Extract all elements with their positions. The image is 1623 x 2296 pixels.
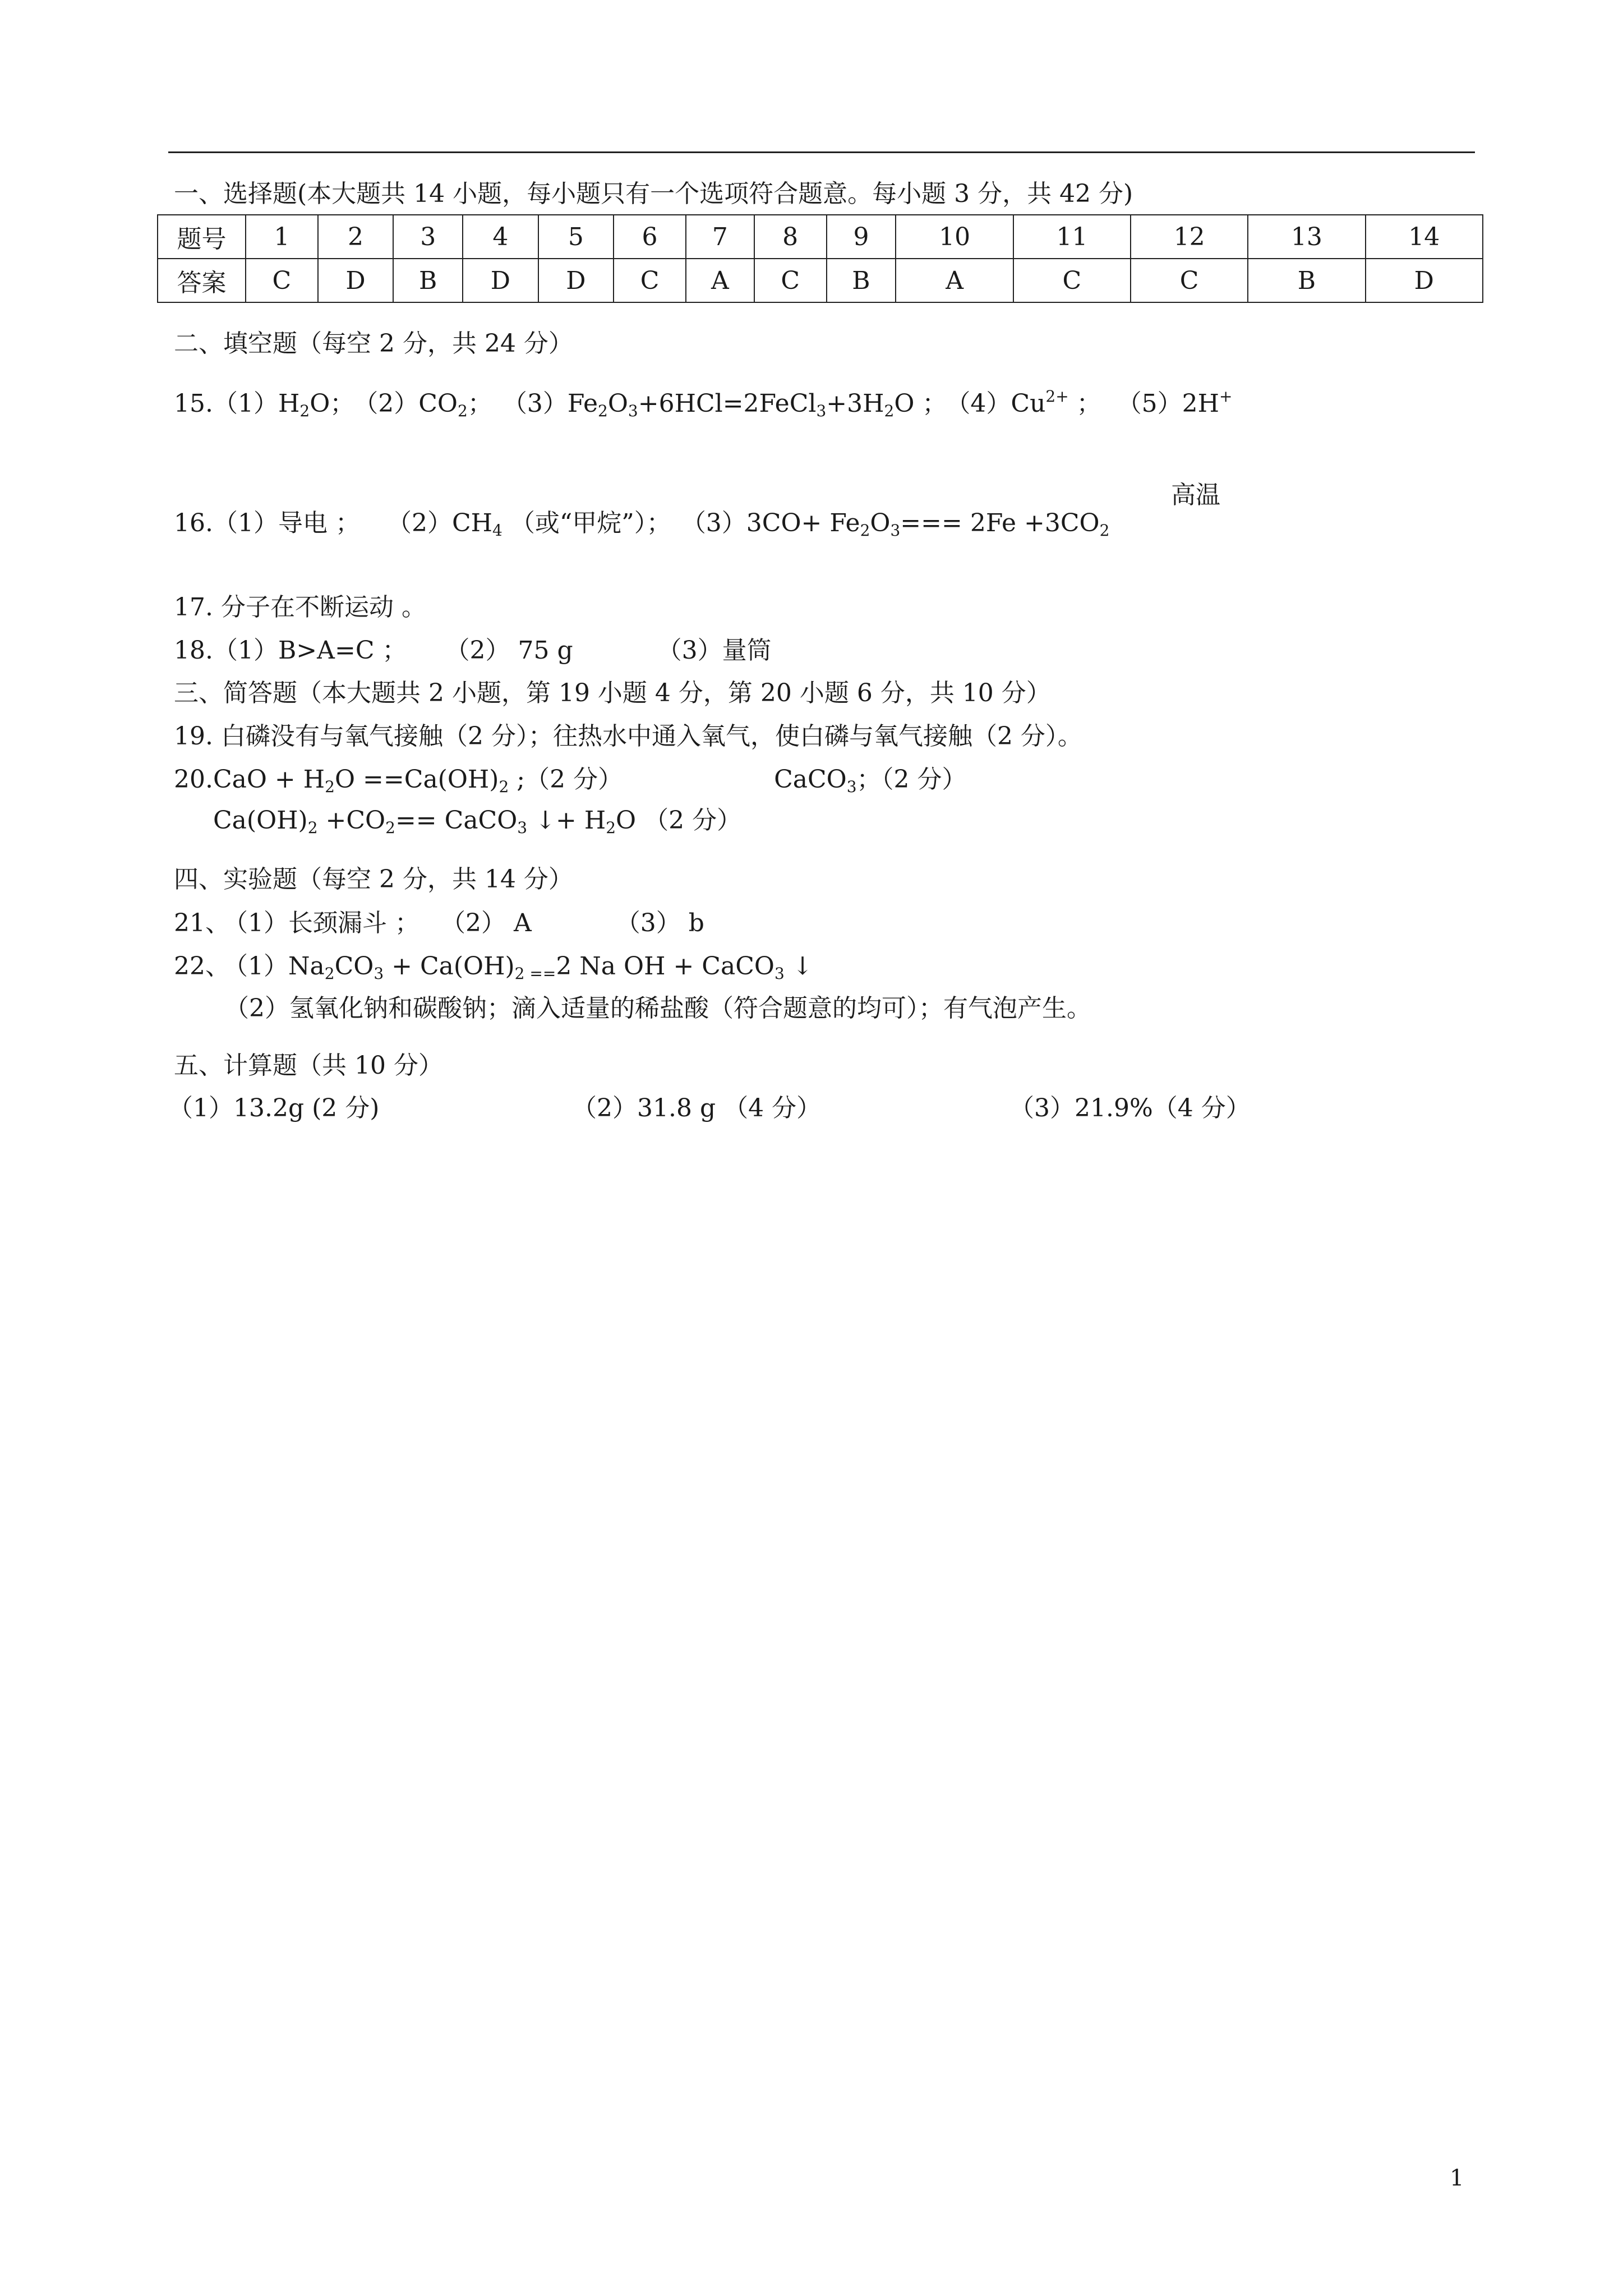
answer-cell: C <box>246 259 318 302</box>
question-number: 9 <box>827 215 896 259</box>
question-16 <box>174 508 1109 539</box>
question-20-line1 <box>174 764 967 795</box>
q16-part2: $(2)CH_4$ （或“甲烷”）； <box>399 509 671 540</box>
q15-part2: $(2)CO_2$； <box>366 389 492 420</box>
section4-title: 四、实验题（每空 2 分，共 14 分） <box>174 865 573 894</box>
question-number: 5 <box>538 215 614 259</box>
question-22-line2: （2）氢氧化钠和碳酸钠；滴入适量的稀盐酸（符合题意的均可）；有气泡产生。 <box>224 994 1091 1023</box>
question-19: 19. 白磷没有与氧气接触（2 分）；往热水中通入氧气，使白磷与氧气接触（2 分）。 <box>174 722 1082 751</box>
question-number: 6 <box>614 215 686 259</box>
answer-cell: B <box>827 259 896 302</box>
q16-number: 16. <box>174 509 213 537</box>
section3-title: 三、简答题（本大题共 2 小题，第 19 小题 4 分，第 20 小题 6 分，共 10 分） <box>174 679 1051 707</box>
table-row <box>158 215 1483 259</box>
answer-cell: D <box>318 259 394 302</box>
answer-cell: A <box>896 259 1013 302</box>
question-18 <box>174 635 772 666</box>
table-row-label: 答案 <box>158 259 246 302</box>
question-number: 1 <box>246 215 318 259</box>
question-number: 12 <box>1131 215 1248 259</box>
answer-table <box>157 214 1483 303</box>
answer-cell: D <box>1366 259 1483 302</box>
answer-cell: B <box>393 259 463 302</box>
q18-part2: （2） 75 g <box>457 636 573 665</box>
question-number: 11 <box>1013 215 1131 259</box>
q22-part1: $(1)Na_2CO_3 + Ca(OH)_2$ $_{==}$2 Na OH + CaCO$_3$ ↓ <box>236 952 813 983</box>
q18-part3: （3）量筒 <box>657 636 772 665</box>
page-number: 1 <box>1450 2165 1464 2191</box>
question-22-line1 <box>174 951 813 982</box>
question-20-line2: $Ca(OH)_2 +CO_2==$ CaCO$_3$ ↓+ $H_2O$ （2 分） <box>213 806 742 837</box>
question-number: 7 <box>686 215 754 259</box>
answer-cell: A <box>686 259 754 302</box>
answer-cell: B <box>1248 259 1365 302</box>
top-rule <box>168 151 1475 153</box>
q20-answer2: CaCO$_3$；（2 分） <box>774 765 967 796</box>
q15-part3: $(3)Fe_2O_3+6HCl=2FeCl_3+3H_2O$ ； <box>514 389 947 420</box>
question-17: 17. 分子在不断运动 。 <box>174 593 426 622</box>
q22-number: 22、 <box>174 952 230 981</box>
question-15 <box>174 388 1233 420</box>
calc-answer-1: （1）13.2g (2 分) <box>168 1094 380 1122</box>
answer-cell: C <box>614 259 686 302</box>
section1-title: 一、选择题(本大题共 14 小题，每小题只有一个选项符合题意。每小题 3 分，共 42 分) <box>174 180 1133 208</box>
question-number: 13 <box>1248 215 1365 259</box>
q15-part1: $(1)H_2O$； <box>213 389 355 420</box>
answer-cell: C <box>1131 259 1248 302</box>
table-row <box>158 259 1483 302</box>
question-21 <box>174 908 704 939</box>
q21-number: 21、 <box>174 909 230 937</box>
q15-part4: $(4)Cu^{2+}$ ； <box>958 387 1101 418</box>
q18-number: 18. <box>174 636 213 665</box>
table-row-label: 题号 <box>158 215 246 259</box>
answer-cell: D <box>538 259 614 302</box>
reaction-condition-label: 高温 <box>1171 481 1220 509</box>
q18-part1: （1）B>A=C ； <box>213 636 407 665</box>
section5-title: 五、计算题（共 10 分） <box>174 1051 443 1080</box>
q16-part3: $(3)3CO+ Fe_2O_3=== 2Fe +3CO_2$ <box>693 509 1110 540</box>
question-number: 2 <box>318 215 394 259</box>
question-number: 10 <box>896 215 1013 259</box>
answer-cell: D <box>463 259 538 302</box>
calc-answer-3: （3）21.9%（4 分） <box>1009 1094 1251 1122</box>
question-number: 8 <box>754 215 827 259</box>
q15-number: 15. <box>174 389 213 418</box>
answer-cell: C <box>1013 259 1131 302</box>
q21-part2: （2） A <box>453 909 532 937</box>
section2-title: 二、填空题（每空 2 分，共 24 分） <box>174 329 573 358</box>
question-number: 3 <box>393 215 463 259</box>
q21-part1: （1）长颈漏斗 ； <box>236 909 419 937</box>
calc-answer-2: （2）31.8 g （4 分） <box>572 1094 822 1122</box>
q21-part3: （3） b <box>615 909 704 937</box>
question-number: 14 <box>1366 215 1483 259</box>
q15-part5: （5）2H+ <box>1129 387 1233 418</box>
question-number: 4 <box>463 215 538 259</box>
q20-answer1: $20.CaO + H_2O ==Ca(OH)_2$ ;（2 分） <box>174 765 623 796</box>
q16-part1: （1）导电 ； <box>213 509 360 537</box>
answer-cell: C <box>754 259 827 302</box>
